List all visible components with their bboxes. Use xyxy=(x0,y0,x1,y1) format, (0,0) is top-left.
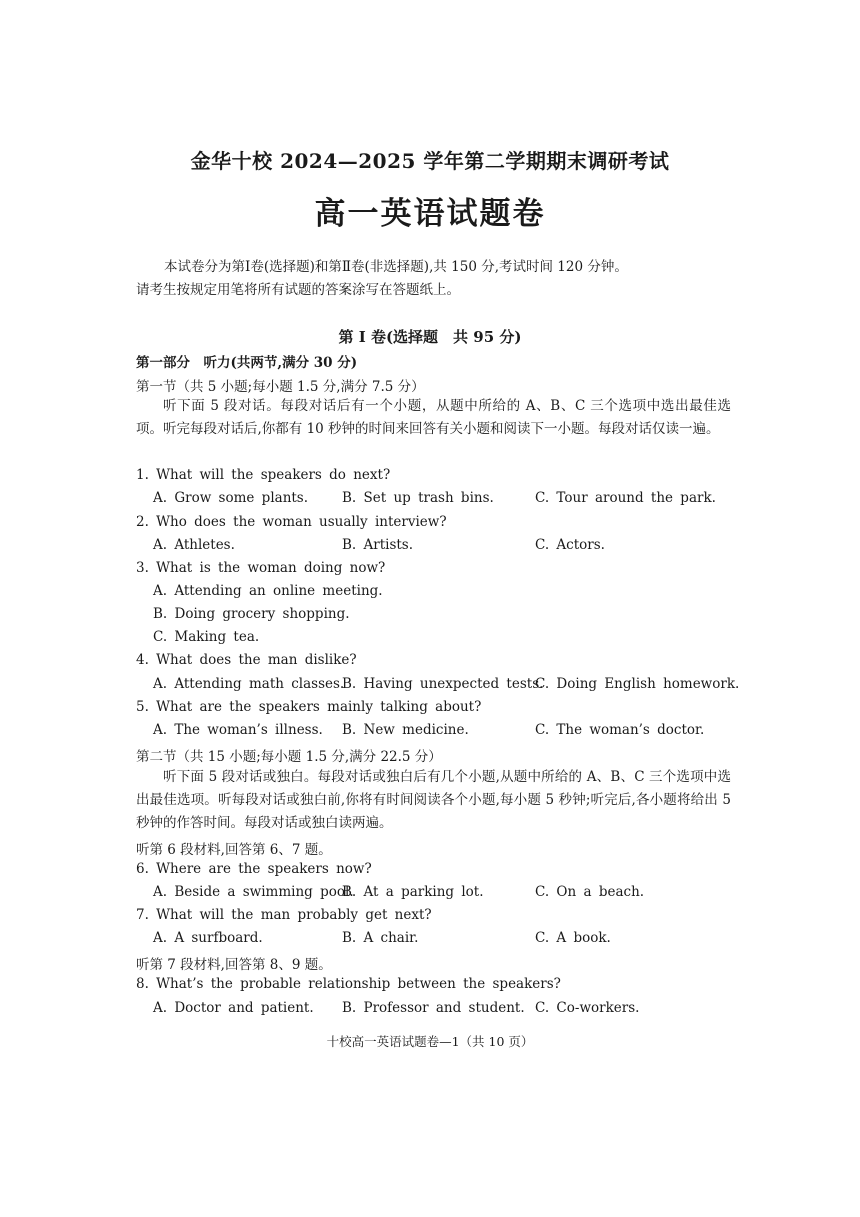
q2-option-c: C. Actors. xyxy=(535,537,605,553)
q5-option-a: A. The woman’s illness. xyxy=(153,722,323,738)
q4-option-c: C. Doing English homework. xyxy=(535,676,740,692)
question-1: 1. What will the speakers do next? xyxy=(136,467,391,483)
q7-option-c: C. A book. xyxy=(535,930,611,946)
q3-option-a: A. Attending an online meeting. xyxy=(153,583,383,599)
q5-option-b: B. New medicine. xyxy=(342,722,469,738)
q8-option-a: A. Doctor and patient. xyxy=(153,1000,314,1016)
question-6: 6. Where are the speakers now? xyxy=(136,861,372,877)
intro-line-1: 本试卷分为第Ⅰ卷(选择题)和第Ⅱ卷(非选择题),共 150 分,考试时间 120 分钟。 xyxy=(164,259,628,275)
section2-instructions: 听下面 5 段对话或独白。每段对话或独白后有几个小题,从题中所给的 A、B、C 三个选项中选出最佳选项。听每段对话或独白前,你将有时间阅读各个小题,每小题 5 秒钟;听完后,各小题将给出 5 秒钟的作答时间。每段对话或独白读两遍。 xyxy=(136,769,731,831)
question-2: 2. Who does the woman usually interview? xyxy=(136,514,447,530)
material-7-note: 听第 7 段材料,回答第 8、9 题。 xyxy=(136,957,332,973)
intro-line-2: 请考生按规定用笔将所有试题的答案涂写在答题纸上。 xyxy=(136,282,460,298)
q1-option-a: A. Grow some plants. xyxy=(153,490,309,506)
q1-option-b: B. Set up trash bins. xyxy=(342,490,494,506)
q6-option-b: B. At a parking lot. xyxy=(342,884,484,900)
q8-option-b: B. Professor and student. xyxy=(342,1000,525,1016)
exam-subtitle: 高一英语试题卷 xyxy=(314,196,546,232)
q1-option-c: C. Tour around the park. xyxy=(535,490,716,506)
q7-option-a: A. A surfboard. xyxy=(153,930,263,946)
part1-heading: 第一部分 听力(共两节,满分 30 分) xyxy=(136,355,358,371)
page-footer: 十校高一英语试题卷—1（共 10 页） xyxy=(326,1034,534,1049)
q5-option-c: C. The woman’s doctor. xyxy=(535,722,705,738)
section1-instructions: 听下面 5 段对话。每段对话后有一个小题，从题中所给的 A、B、C 三个选项中选出最佳选项。听完每段对话后,你都有 10 秒钟的时间来回答有关小题和阅读下一小题。每段对话仅读一遍。 xyxy=(136,398,731,437)
q2-option-b: B. Artists. xyxy=(342,537,414,553)
q3-option-b: B. Doing grocery shopping. xyxy=(153,606,350,622)
q3-option-c: C. Making tea. xyxy=(153,629,260,645)
q2-option-a: A. Athletes. xyxy=(153,537,235,553)
q6-option-a: A. Beside a swimming pool. xyxy=(153,884,354,900)
volume-heading: 第 I 卷(选择题 共 95 分) xyxy=(338,328,522,346)
q4-option-b: B. Having unexpected tests. xyxy=(342,676,544,692)
q7-option-b: B. A chair. xyxy=(342,930,419,946)
question-8: 8. What’s the probable relationship between the speakers? xyxy=(136,976,561,992)
material-6-note: 听第 6 段材料,回答第 6、7 题。 xyxy=(136,842,332,858)
section2-title: 第二节（共 15 小题;每小题 1.5 分,满分 22.5 分） xyxy=(136,749,442,765)
q4-option-a: A. Attending math classes. xyxy=(153,676,345,692)
section1-title: 第一节（共 5 小题;每小题 1.5 分,满分 7.5 分） xyxy=(136,379,425,395)
question-7: 7. What will the man probably get next? xyxy=(136,907,432,923)
question-4: 4. What does the man dislike? xyxy=(136,652,357,668)
exam-title: 金华十校 2024—2025 学年第二学期期末调研考试 xyxy=(190,149,670,173)
q6-option-c: C. On a beach. xyxy=(535,884,645,900)
question-5: 5. What are the speakers mainly talking about? xyxy=(136,699,482,715)
question-3: 3. What is the woman doing now? xyxy=(136,560,386,576)
q8-option-c: C. Co-workers. xyxy=(535,1000,640,1016)
